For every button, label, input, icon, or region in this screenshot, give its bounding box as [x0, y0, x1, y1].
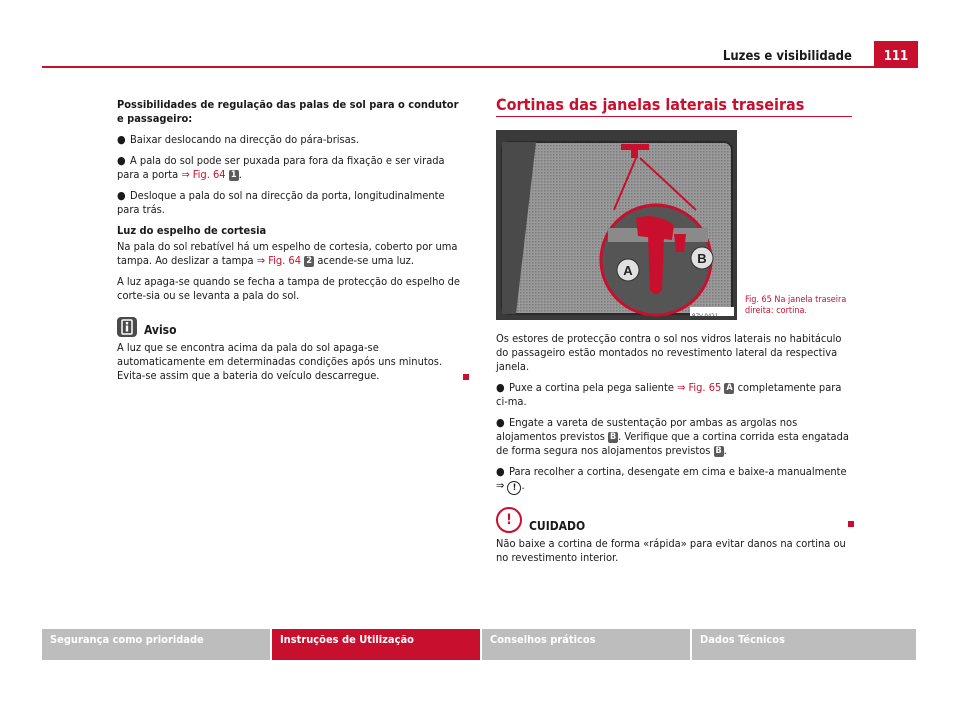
- note-label: Aviso: [144, 323, 177, 337]
- paragraph: A luz apaga-se quando se fecha a tampa de protecção do espelho de corte-sia ou se levanta a pala do sol.: [117, 275, 461, 302]
- header-rule: [42, 66, 918, 68]
- subheading: Luz do espelho de cortesia: [117, 224, 267, 237]
- left-column: [117, 98, 467, 398]
- info-note-icon: [117, 317, 137, 337]
- tab-safety[interactable]: Segurança como prioridade: [42, 629, 270, 660]
- list-item: ● Desloque a pala do sol na direcção da porta, longitudinalmente para trás.: [117, 189, 445, 216]
- callout-key: A: [726, 383, 733, 393]
- callout-key: B: [715, 446, 722, 456]
- paragraph: Os estores de protecção contra o sol nos vidros laterais no habitáculo do passageiro estão montados no revestimento lateral da respectiva janela.: [496, 332, 842, 373]
- list-item: ● Puxe a cortina pela pega saliente ⇒ Fig. 65 A completamente para ci-ma.: [496, 381, 842, 408]
- callout-key: B: [610, 432, 617, 442]
- exclamation-icon: !: [496, 507, 522, 533]
- figure-link[interactable]: ⇒ Fig. 64: [181, 168, 226, 181]
- list-item: ● Para recolher a cortina, desengate em cima e baixe-a manualmente ⇒ ! .: [496, 465, 847, 493]
- chapter-tabs: [42, 629, 918, 660]
- callout-key: 2: [304, 256, 314, 267]
- tab-operating-instructions[interactable]: Instruções de Utilização: [272, 629, 480, 660]
- callout-label-a: A: [623, 263, 633, 278]
- page-number: 111: [874, 41, 918, 68]
- section-end-mark: [463, 374, 469, 380]
- running-header-title: Luzes e visibilidade: [722, 49, 852, 64]
- figure-caption: Fig. 65 Na janela traseira direita: cortina.: [745, 295, 847, 316]
- section-rule: [496, 116, 852, 117]
- figure-code: B7V-0421: [692, 313, 719, 320]
- figure-link[interactable]: ⇒ Fig. 65: [677, 381, 722, 394]
- list-item: ● Engate a vareta de sustentação por ambas as argolas nos alojamentos previstos B . Verifique que a cortina corrida esta engatada de forma segura nos alojamentos previstos B .: [496, 416, 849, 457]
- note-text: A luz que se encontra acima da pala do sol apaga-se automaticamente em determinadas condições após uns minutos. Evita-se assim que a bateria do veículo descarregue.: [117, 341, 443, 382]
- section-end-mark: [848, 521, 854, 527]
- paragraph: Na pala do sol rebatível há um espelho de cortesia, coberto por uma tampa. Ao deslizar a tampa ⇒ Fig. 64 2 acende-se uma luz.: [117, 240, 458, 267]
- list-item: ● Baixar deslocando na direcção do pára-brisas.: [117, 133, 360, 146]
- figure-link[interactable]: ⇒ Fig. 64: [256, 254, 302, 267]
- list-item: ● A pala do sol pode ser puxada para fora da fixação e ser virada para a porta ⇒ Fig. 64 1 .: [117, 154, 445, 181]
- callout-label-b: B: [697, 251, 707, 266]
- caution-header: [496, 507, 856, 533]
- rear-window-curtain-illustration: [496, 130, 737, 320]
- figure-65: [496, 130, 847, 320]
- tab-practical-tips[interactable]: Conselhos práticos: [482, 629, 690, 660]
- caution-ref-icon[interactable]: !: [507, 481, 521, 495]
- callout-key: 1: [229, 170, 239, 181]
- right-column: [496, 95, 856, 572]
- caution-text: Não baixe a cortina de forma «rápida» para evitar danos na cortina ou no revestimento interior.: [496, 537, 846, 564]
- intro-text: Possibilidades de regulação das palas de sol para o condutor e passageiro:: [117, 98, 459, 125]
- section-title: Cortinas das janelas laterais traseiras: [496, 95, 805, 114]
- tab-technical-data[interactable]: Dados Técnicos: [692, 629, 916, 660]
- caution-label: CUIDADO: [529, 519, 586, 533]
- note-header: [117, 317, 467, 337]
